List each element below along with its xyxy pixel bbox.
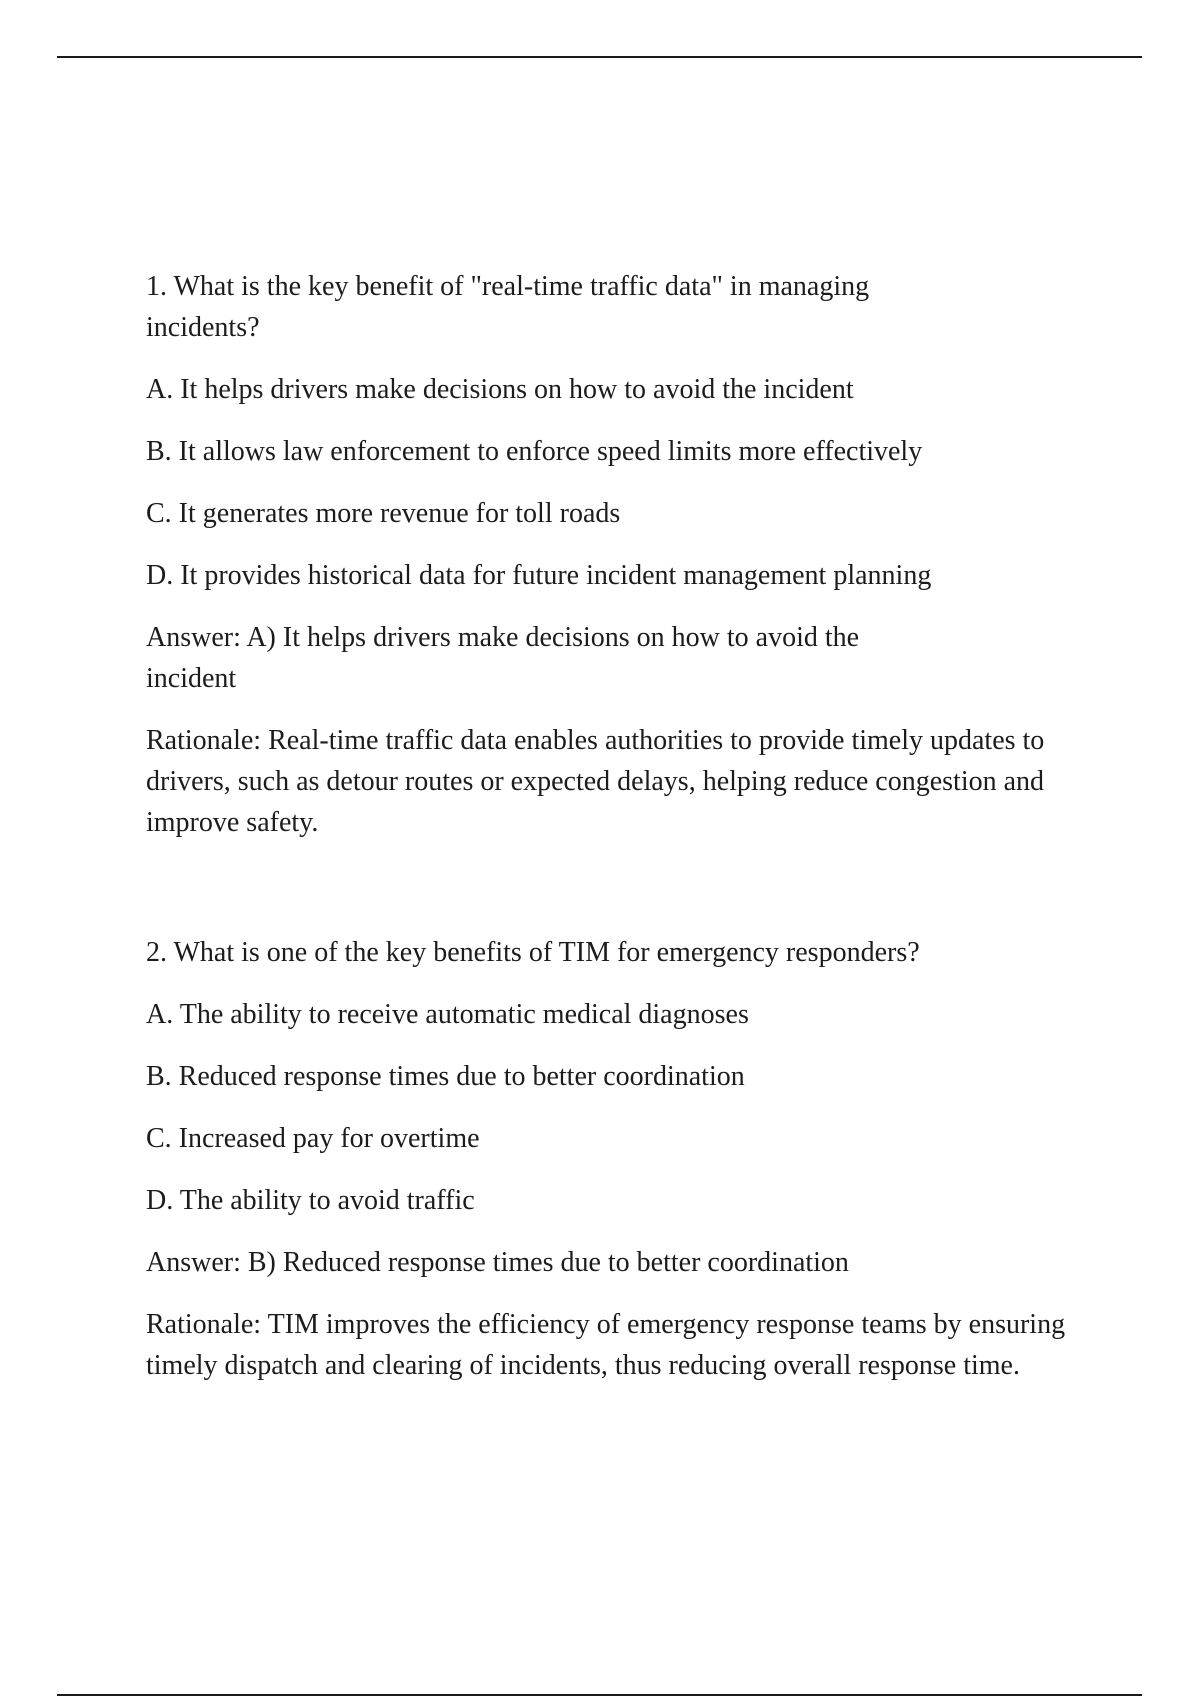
question-text: 2. What is one of the key benefits of TIM for emergency responders? <box>146 937 920 968</box>
question-spacer <box>146 864 1086 932</box>
option-a: A. The ability to receive automatic medical diagnoses <box>146 999 749 1030</box>
question-block <box>146 266 1086 843</box>
top-rule <box>57 56 1142 58</box>
question-block <box>146 932 1086 1386</box>
option-d: D. The ability to avoid traffic <box>146 1185 475 1216</box>
option-b: B. It allows law enforcement to enforce speed limits more effectively <box>146 436 923 467</box>
option-c: C. It generates more revenue for toll roads <box>146 498 621 529</box>
option-d: D. It provides historical data for future incident management planning <box>146 560 932 591</box>
answer-text: Answer: B) Reduced response times due to better coordination <box>146 1247 849 1278</box>
rationale-text: Rationale: Real-time traffic data enables authorities to provide timely updates to drivers, such as detour routes or expected delays, helping reduce congestion and improve safety. <box>146 725 1045 838</box>
answer-text: Answer: A) It helps drivers make decisions on how to avoid the incident <box>146 622 860 694</box>
rationale-text: Rationale: TIM improves the efficiency of emergency response teams by ensuring timely dispatch and clearing of incidents, thus reducing overall response time. <box>146 1309 1066 1381</box>
option-c: C. Increased pay for overtime <box>146 1123 480 1154</box>
question-text: 1. What is the key benefit of "real-time traffic data" in managing incidents? <box>146 271 870 343</box>
option-b: B. Reduced response times due to better coordination <box>146 1061 745 1092</box>
document-body <box>146 266 1086 1407</box>
option-a: A. It helps drivers make decisions on how to avoid the incident <box>146 374 854 405</box>
bottom-rule <box>57 1694 1142 1696</box>
